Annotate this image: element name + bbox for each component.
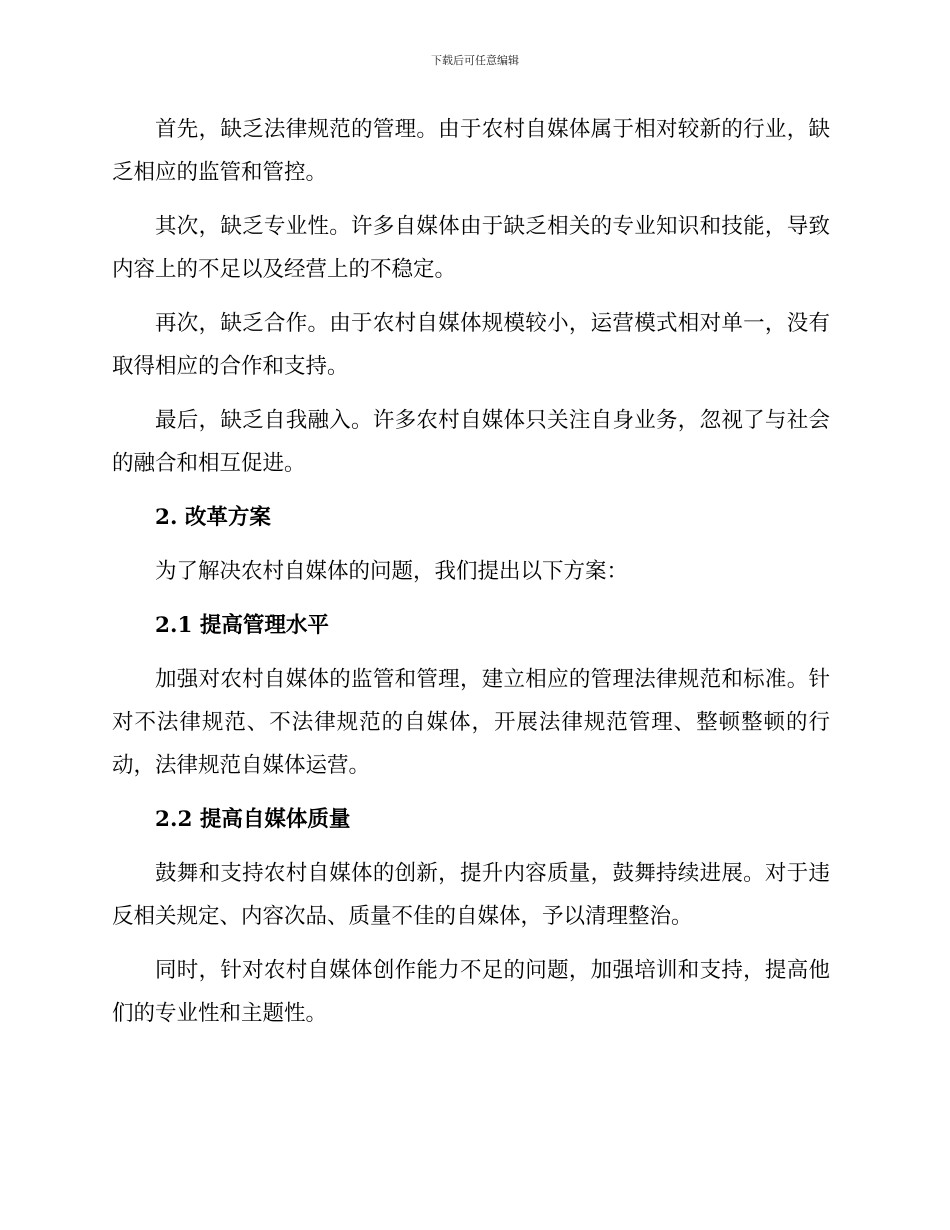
paragraph-quality: 鼓舞和支持农村自媒体的创新，提升内容质量，鼓舞持续进展。对于违反相关规定、内容次品、质量不佳的自媒体，予以清理整治。 — [112, 861, 830, 929]
subsection-heading-quality: 2.2 提高自媒体质量 — [155, 807, 351, 832]
paragraph-third: 再次，缺乏合作。由于农村自媒体规模较小，运营模式相对单一，没有取得相应的合作和支持。 — [112, 311, 830, 379]
subsection-heading-management: 2.1 提高管理水平 — [155, 613, 329, 638]
paragraph-last: 最后，缺乏自我融入。许多农村自媒体只关注自身业务，忽视了与社会的融合和相互促进。 — [112, 408, 830, 476]
paragraph-second: 其次，缺乏专业性。许多自媒体由于缺乏相关的专业知识和技能，导致内容上的不足以及经营上的不稳定。 — [112, 214, 830, 282]
document-body — [112, 108, 830, 1046]
paragraph-first: 首先，缺乏法律规范的管理。由于农村自媒体属于相对较新的行业，缺乏相应的监管和管控。 — [112, 117, 830, 185]
section-heading-reform: 2. 改革方案 — [155, 505, 271, 530]
paragraph-management: 加强对农村自媒体的监管和管理，建立相应的管理法律规范和标准。针对不法律规范、不法律规范的自媒体，开展法律规范管理、整顿整顿的行动，法律规范自媒体运营。 — [112, 667, 830, 778]
paragraph-training: 同时，针对农村自媒体创作能力不足的问题，加强培训和支持，提高他们的专业性和主题性。 — [112, 958, 830, 1026]
page-header: 下载后可任意编辑 — [431, 54, 519, 67]
paragraph-intro-solutions: 为了解决农村自媒体的问题，我们提出以下方案： — [155, 559, 629, 584]
